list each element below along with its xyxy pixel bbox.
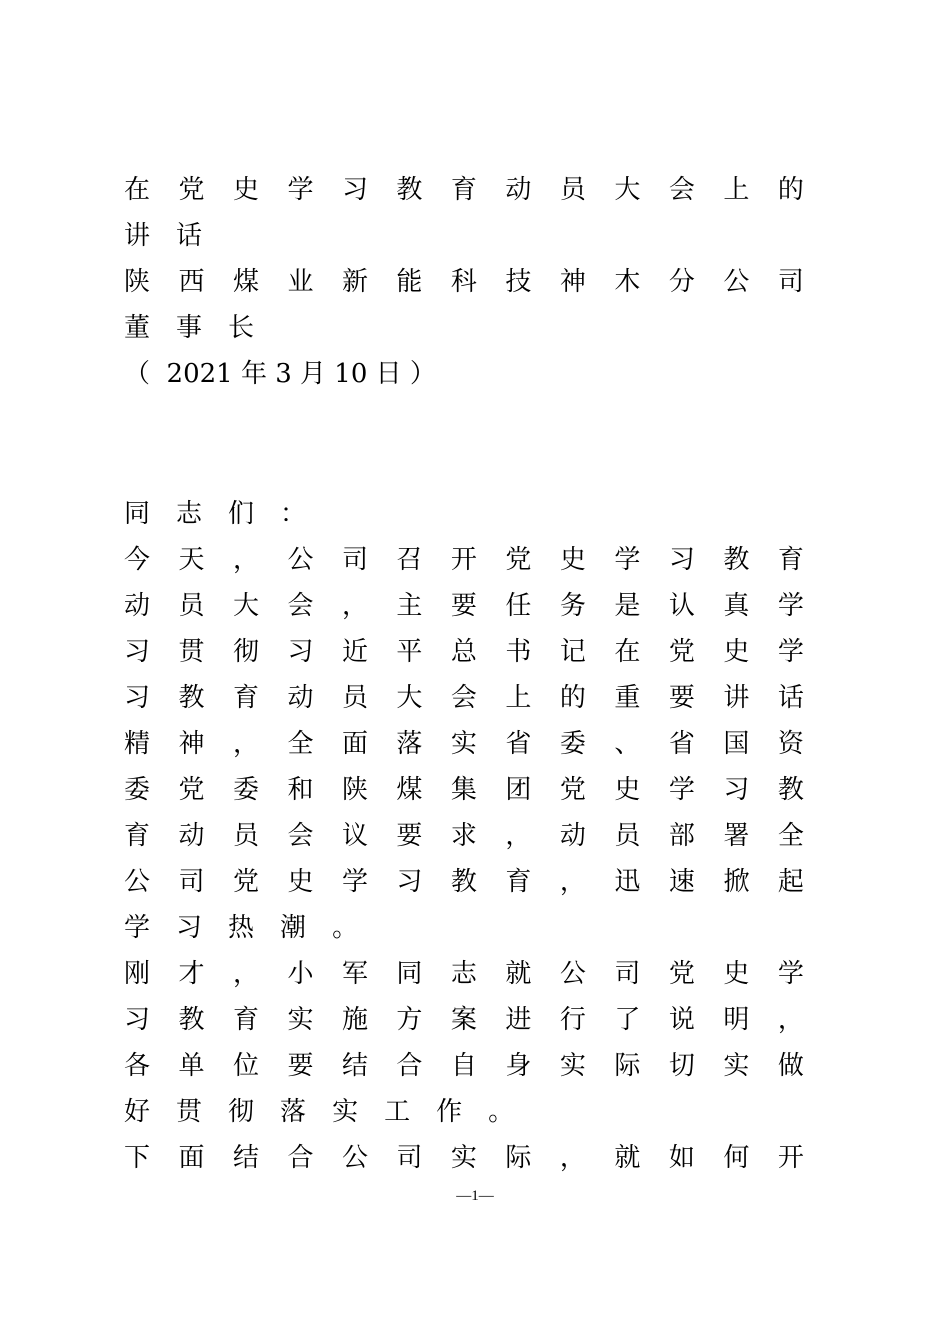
glyph: 动 — [287, 683, 314, 713]
glyph: 话 — [777, 683, 804, 713]
glyph: 煤 — [232, 267, 259, 297]
glyph: 署 — [723, 821, 750, 851]
glyph: 才 — [178, 959, 205, 989]
glyph: 习 — [124, 1005, 151, 1035]
glyph: 位 — [232, 1051, 259, 1081]
glyph: 科 — [450, 267, 477, 297]
glyph: 主 — [396, 591, 423, 621]
body-line — [124, 1001, 804, 1039]
glyph: 话 — [176, 221, 203, 251]
glyph: 资 — [777, 729, 804, 759]
glyph: 长 — [228, 313, 255, 343]
glyph: 大 — [614, 175, 641, 205]
glyph: 潮 — [280, 913, 307, 943]
glyph: 学 — [777, 637, 804, 667]
glyph: 大 — [396, 683, 423, 713]
body-line — [124, 1093, 804, 1131]
glyph: 刚 — [124, 959, 151, 989]
glyph: 学 — [124, 913, 151, 943]
glyph: 司 — [178, 867, 205, 897]
glyph: 司 — [396, 1143, 423, 1173]
author-line-2 — [124, 309, 804, 347]
glyph: 如 — [668, 1143, 695, 1173]
glyph: 西 — [178, 267, 205, 297]
glyph: 重 — [614, 683, 641, 713]
glyph: 员 — [178, 591, 205, 621]
glyph: 动 — [559, 821, 586, 851]
glyph: 学 — [777, 591, 804, 621]
glyph: 委 — [124, 775, 151, 805]
glyph: 要 — [450, 591, 477, 621]
glyph: 面 — [178, 1143, 205, 1173]
glyph: 总 — [450, 637, 477, 667]
glyph: 志 — [450, 959, 477, 989]
glyph: 在 — [614, 637, 641, 667]
glyph: ， — [341, 591, 368, 621]
glyph: 党 — [178, 775, 205, 805]
glyph: 结 — [341, 1051, 368, 1081]
glyph: 能 — [396, 267, 423, 297]
glyph: 同 — [396, 959, 423, 989]
glyph: 育 — [232, 683, 259, 713]
glyph: 动 — [505, 175, 532, 205]
title-line-2 — [124, 217, 804, 255]
glyph: 会 — [287, 821, 314, 851]
glyph: 学 — [614, 545, 641, 575]
glyph: 是 — [614, 591, 641, 621]
glyph: 认 — [668, 591, 695, 621]
glyph: 际 — [505, 1143, 532, 1173]
glyph: 习 — [124, 683, 151, 713]
title-line-1 — [124, 171, 804, 209]
glyph: 学 — [777, 959, 804, 989]
glyph: 际 — [614, 1051, 641, 1081]
glyph: 教 — [777, 775, 804, 805]
glyph: 公 — [559, 959, 586, 989]
glyph: 速 — [668, 867, 695, 897]
glyph: 习 — [723, 775, 750, 805]
glyph: 迅 — [614, 867, 641, 897]
glyph: 省 — [505, 729, 532, 759]
glyph: 工 — [384, 1097, 411, 1127]
glyph: 会 — [287, 591, 314, 621]
glyph: 明 — [723, 1005, 750, 1035]
glyph: 开 — [450, 545, 477, 575]
glyph: 军 — [341, 959, 368, 989]
glyph: 党 — [668, 959, 695, 989]
glyph: 的 — [559, 683, 586, 713]
glyph: 彻 — [232, 637, 259, 667]
page-number: —1— — [456, 1188, 494, 1204]
body-line — [124, 679, 804, 717]
body-line — [124, 725, 804, 763]
glyph: 史 — [559, 545, 586, 575]
glyph: ， — [232, 545, 259, 575]
glyph: 动 — [124, 591, 151, 621]
glyph: 学 — [341, 867, 368, 897]
glyph: 神 — [178, 729, 205, 759]
glyph: 议 — [341, 821, 368, 851]
glyph: 育 — [505, 867, 532, 897]
glyph: 史 — [287, 867, 314, 897]
body-line — [124, 909, 804, 947]
glyph: 要 — [396, 821, 423, 851]
glyph: 教 — [178, 683, 205, 713]
speech-date: （ 2021 年 3 月 10 日 ） — [124, 359, 436, 389]
glyph: 实 — [559, 1051, 586, 1081]
glyph: 全 — [287, 729, 314, 759]
author-line-1 — [124, 263, 804, 301]
glyph: 就 — [614, 1143, 641, 1173]
glyph: 史 — [232, 175, 259, 205]
glyph: 天 — [178, 545, 205, 575]
glyph: 务 — [559, 591, 586, 621]
glyph: ： — [280, 499, 307, 529]
glyph: 动 — [178, 821, 205, 851]
glyph: 。 — [488, 1097, 515, 1127]
glyph: 实 — [287, 1005, 314, 1035]
glyph: 热 — [228, 913, 255, 943]
glyph: 在 — [124, 175, 151, 205]
glyph: 委 — [232, 775, 259, 805]
glyph: 身 — [505, 1051, 532, 1081]
glyph: 好 — [124, 1097, 151, 1127]
glyph: 学 — [668, 775, 695, 805]
glyph: 记 — [559, 637, 586, 667]
glyph: 实 — [450, 1143, 477, 1173]
glyph: 精 — [124, 729, 151, 759]
glyph: 委 — [559, 729, 586, 759]
glyph: 司 — [777, 267, 804, 297]
glyph: 煤 — [396, 775, 423, 805]
glyph: 技 — [505, 267, 532, 297]
glyph: 习 — [396, 867, 423, 897]
glyph: 小 — [287, 959, 314, 989]
glyph: 教 — [723, 545, 750, 575]
glyph: 大 — [232, 591, 259, 621]
glyph: 合 — [287, 1143, 314, 1173]
body-line — [124, 1139, 804, 1177]
glyph: 真 — [723, 591, 750, 621]
body-line — [124, 1047, 804, 1085]
glyph: 公 — [287, 545, 314, 575]
glyph: ， — [559, 1143, 586, 1173]
glyph: ， — [777, 1005, 804, 1035]
glyph: ， — [505, 821, 532, 851]
glyph: 贯 — [178, 637, 205, 667]
glyph: 木 — [614, 267, 641, 297]
glyph: 上 — [723, 175, 750, 205]
glyph: 党 — [178, 175, 205, 205]
glyph: 方 — [396, 1005, 423, 1035]
glyph: ， — [232, 729, 259, 759]
glyph: 施 — [341, 1005, 368, 1035]
glyph: 党 — [559, 775, 586, 805]
glyph: 召 — [396, 545, 423, 575]
glyph: 业 — [287, 267, 314, 297]
glyph: 神 — [559, 267, 586, 297]
glyph: 省 — [668, 729, 695, 759]
glyph: 和 — [287, 775, 314, 805]
glyph: 。 — [332, 913, 359, 943]
glyph: 史 — [614, 775, 641, 805]
glyph: 就 — [505, 959, 532, 989]
glyph: 面 — [341, 729, 368, 759]
glyph: 史 — [723, 637, 750, 667]
glyph: 说 — [668, 1005, 695, 1035]
body-line — [124, 955, 804, 993]
glyph: 会 — [668, 175, 695, 205]
glyph: 董 — [124, 313, 151, 343]
glyph: 自 — [450, 1051, 477, 1081]
glyph: 平 — [396, 637, 423, 667]
glyph: 书 — [505, 637, 532, 667]
glyph: 习 — [287, 637, 314, 667]
body-line — [124, 633, 804, 671]
glyph: 全 — [777, 821, 804, 851]
glyph: 实 — [723, 1051, 750, 1081]
glyph: 国 — [723, 729, 750, 759]
glyph: 公 — [124, 867, 151, 897]
glyph: 起 — [777, 867, 804, 897]
glyph: 实 — [332, 1097, 359, 1127]
glyph: 今 — [124, 545, 151, 575]
glyph: 作 — [436, 1097, 463, 1127]
glyph: 员 — [232, 821, 259, 851]
glyph: 党 — [668, 637, 695, 667]
body-line — [124, 863, 804, 901]
glyph: 近 — [341, 637, 368, 667]
glyph: 育 — [450, 175, 477, 205]
glyph: 志 — [176, 499, 203, 529]
glyph: 司 — [614, 959, 641, 989]
glyph: 要 — [668, 683, 695, 713]
glyph: 合 — [396, 1051, 423, 1081]
glyph: 教 — [178, 1005, 205, 1035]
glyph: 掀 — [723, 867, 750, 897]
glyph: 切 — [668, 1051, 695, 1081]
glyph: 开 — [777, 1143, 804, 1173]
glyph: 同 — [124, 499, 151, 529]
body-line — [124, 541, 804, 579]
glyph: 员 — [559, 175, 586, 205]
glyph: 集 — [450, 775, 477, 805]
glyph: 会 — [450, 683, 477, 713]
glyph: 习 — [124, 637, 151, 667]
salutation — [124, 495, 804, 533]
glyph: 的 — [777, 175, 804, 205]
body-line — [124, 587, 804, 625]
glyph: 新 — [341, 267, 368, 297]
glyph: 育 — [777, 545, 804, 575]
glyph: 教 — [450, 867, 477, 897]
glyph: 公 — [341, 1143, 368, 1173]
glyph: 习 — [341, 175, 368, 205]
glyph: 事 — [176, 313, 203, 343]
glyph: 做 — [777, 1051, 804, 1081]
body-line — [124, 817, 804, 855]
glyph: 党 — [232, 867, 259, 897]
glyph: 任 — [505, 591, 532, 621]
glyph: 彻 — [228, 1097, 255, 1127]
glyph: 各 — [124, 1051, 151, 1081]
glyph: 要 — [287, 1051, 314, 1081]
glyph: 了 — [614, 1005, 641, 1035]
glyph: 司 — [341, 545, 368, 575]
glyph: 员 — [614, 821, 641, 851]
glyph: 教 — [396, 175, 423, 205]
glyph: 育 — [232, 1005, 259, 1035]
glyph: 史 — [723, 959, 750, 989]
glyph: 结 — [232, 1143, 259, 1173]
glyph: ， — [559, 867, 586, 897]
glyph: 何 — [723, 1143, 750, 1173]
body-line — [124, 771, 804, 809]
glyph: 实 — [450, 729, 477, 759]
glyph: 上 — [505, 683, 532, 713]
glyph: 育 — [124, 821, 151, 851]
glyph: 党 — [505, 545, 532, 575]
glyph: 习 — [176, 913, 203, 943]
glyph: 落 — [280, 1097, 307, 1127]
glyph: 单 — [178, 1051, 205, 1081]
glyph: 公 — [723, 267, 750, 297]
glyph: 习 — [668, 545, 695, 575]
glyph: 陕 — [124, 267, 151, 297]
glyph: 贯 — [176, 1097, 203, 1127]
glyph: 下 — [124, 1143, 151, 1173]
glyph: 、 — [614, 729, 641, 759]
glyph: 们 — [228, 499, 255, 529]
glyph: 落 — [396, 729, 423, 759]
glyph: 分 — [668, 267, 695, 297]
glyph: ， — [232, 959, 259, 989]
glyph: 案 — [450, 1005, 477, 1035]
glyph: 讲 — [723, 683, 750, 713]
glyph: 行 — [559, 1005, 586, 1035]
glyph: 部 — [668, 821, 695, 851]
glyph: 员 — [341, 683, 368, 713]
glyph: 学 — [287, 175, 314, 205]
glyph: 团 — [505, 775, 532, 805]
glyph: 陕 — [341, 775, 368, 805]
glyph: 讲 — [124, 221, 151, 251]
glyph: 求 — [450, 821, 477, 851]
glyph: 进 — [505, 1005, 532, 1035]
